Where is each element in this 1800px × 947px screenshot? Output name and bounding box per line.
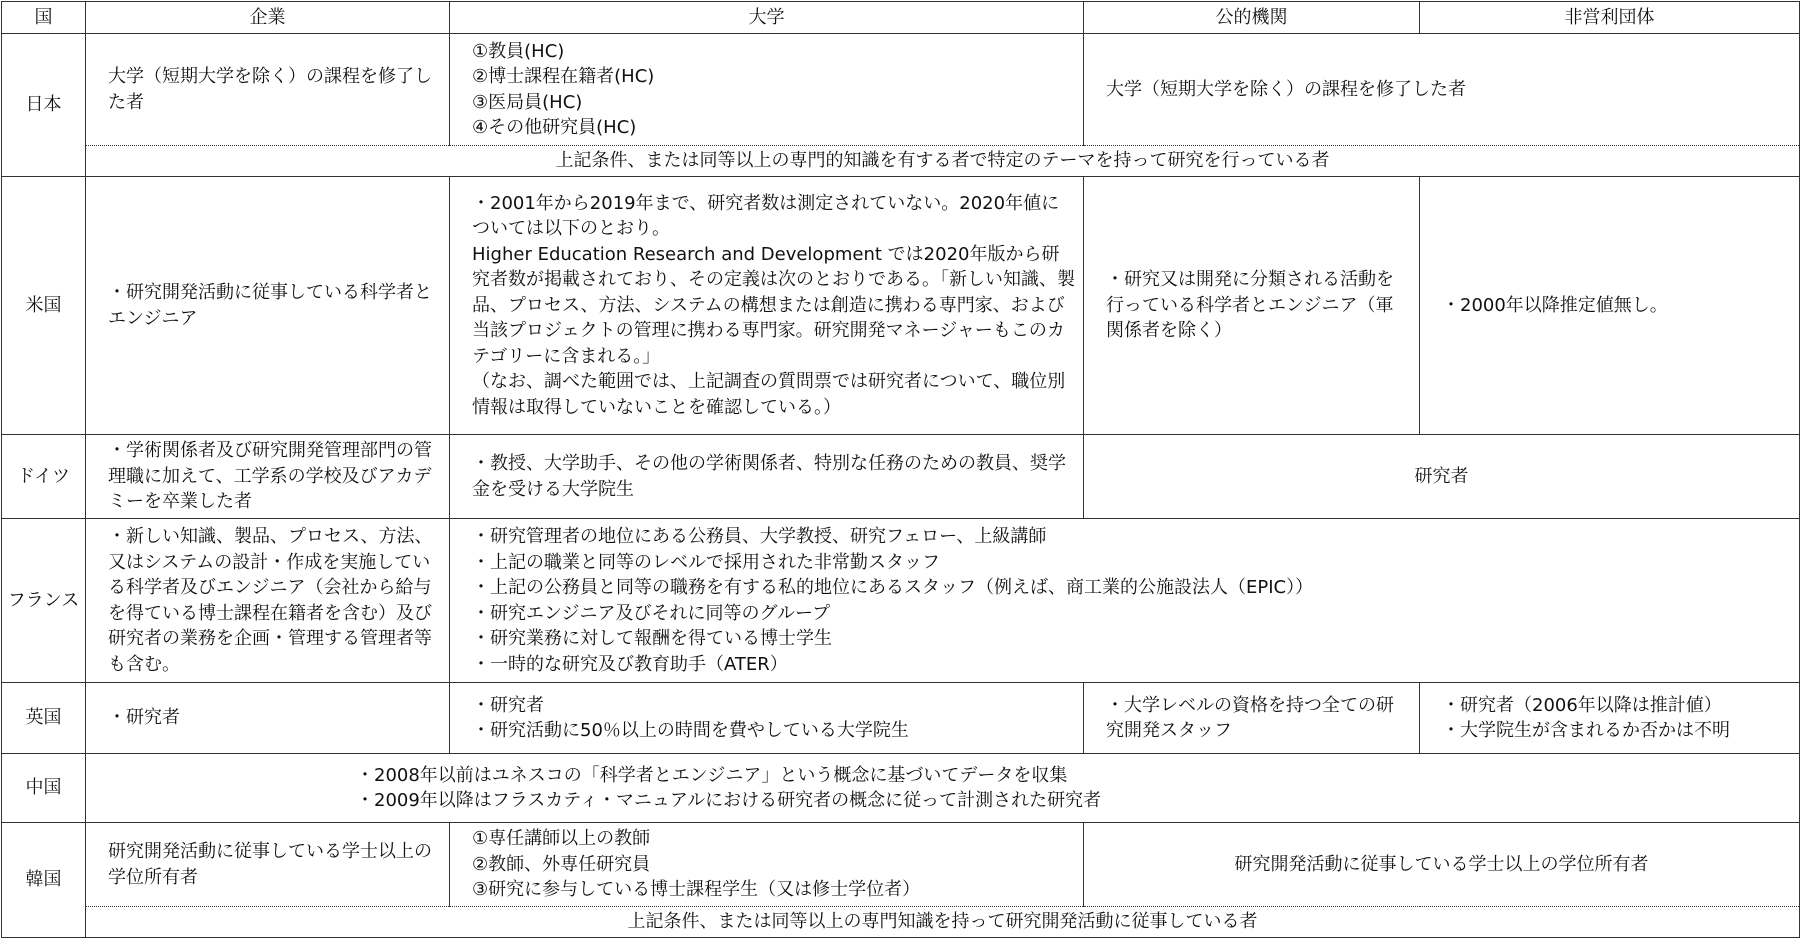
country-germany: ドイツ bbox=[2, 435, 86, 519]
france-company: ・新しい知識、製品、プロセス、方法、又はシステムの設計・作成を実施している科学者及びエンジニア（会社から給与を得ている博士課程在籍者を含む）及び研究者の業務を企画・管理する管理者等も含む。 bbox=[86, 519, 450, 683]
japan-public-nonprofit: 大学（短期大学を除く）の課程を修了した者 bbox=[1084, 34, 1800, 146]
uk-public: ・大学レベルの資格を持つ全ての研究開発スタッフ bbox=[1084, 683, 1420, 754]
japan-university: ①教員(HC) ②博士課程在籍者(HC) ③医局員(HC) ④その他研究員(HC) bbox=[450, 34, 1084, 146]
china-all: ・2008年以前はユネスコの「科学者とエンジニア」という概念に基づいてデータを収集 ・2009年以降はフラスカティ・マニュアルにおける研究者の概念に従って計測された研究者 bbox=[86, 754, 1800, 823]
country-usa: 米国 bbox=[2, 177, 86, 435]
row-france bbox=[2, 519, 1800, 683]
country-china: 中国 bbox=[2, 754, 86, 823]
header-country: 国 bbox=[2, 2, 86, 34]
country-france: フランス bbox=[2, 519, 86, 683]
header-university: 大学 bbox=[450, 2, 1084, 34]
row-usa bbox=[2, 177, 1800, 435]
korea-university: ①専任講師以上の教師 ②教師、外専任研究員 ③研究に参与している博士課程学生（又は修士学位者） bbox=[450, 823, 1084, 907]
country-japan: 日本 bbox=[2, 34, 86, 177]
usa-university: ・2001年から2019年まで、研究者数は測定されていない。2020年値については以下のとおり。 Higher Education Research and Development では2020年版から研究者数が掲載されており、その定義は次のとおりである。「新しい知識、製品、プロセス、方法、システムの構想または創造に携わる専門家、および当該プロジェクトの管理に携わる専門家。研究開発マネージャーもこのカテゴリーに含まれる。」 （なお、調べた範囲では、上記調査の質問票では研究者について、職位別情報は取得していないことを確認している。） bbox=[450, 177, 1084, 435]
usa-company: ・研究開発活動に従事している科学者とエンジニア bbox=[86, 177, 450, 435]
row-korea-common bbox=[2, 907, 1800, 938]
row-china bbox=[2, 754, 1800, 823]
country-uk: 英国 bbox=[2, 683, 86, 754]
country-korea: 韓国 bbox=[2, 823, 86, 938]
researcher-definition-table bbox=[1, 1, 1800, 938]
uk-nonprofit: ・研究者（2006年以降は推計値） ・大学院生が含まれるか否かは不明 bbox=[1420, 683, 1800, 754]
uk-company: ・研究者 bbox=[86, 683, 450, 754]
row-korea bbox=[2, 823, 1800, 907]
korea-public-nonprofit: 研究開発活動に従事している学士以上の学位所有者 bbox=[1084, 823, 1800, 907]
germany-company: ・学術関係者及び研究開発管理部門の管理職に加えて、工学系の学校及びアカデミーを卒業した者 bbox=[86, 435, 450, 519]
japan-common: 上記条件、または同等以上の専門的知識を有する者で特定のテーマを持って研究を行っている者 bbox=[86, 146, 1800, 177]
germany-public-nonprofit: 研究者 bbox=[1084, 435, 1800, 519]
korea-common: 上記条件、または同等以上の専門知識を持って研究開発活動に従事している者 bbox=[86, 907, 1800, 938]
header-public: 公的機関 bbox=[1084, 2, 1420, 34]
row-uk bbox=[2, 683, 1800, 754]
france-others: ・研究管理者の地位にある公務員、大学教授、研究フェロー、上級講師 ・上記の職業と同等のレベルで採用された非常勤スタッフ ・上記の公務員と同等の職務を有する私的地位にあるスタッフ（例えば、商工業的公施設法人（EPIC）） ・研究エンジニア及びそれに同等のグループ ・研究業務に対して報酬を得ている博士学生 ・一時的な研究及び教育助手（ATER） bbox=[450, 519, 1800, 683]
japan-company: 大学（短期大学を除く）の課程を修了した者 bbox=[86, 34, 450, 146]
row-japan bbox=[2, 34, 1800, 146]
header-nonprofit: 非営利団体 bbox=[1420, 2, 1800, 34]
usa-public: ・研究又は開発に分類される活動を行っている科学者とエンジニア（軍関係者を除く） bbox=[1084, 177, 1420, 435]
uk-university: ・研究者 ・研究活動に50％以上の時間を費やしている大学院生 bbox=[450, 683, 1084, 754]
korea-company: 研究開発活動に従事している学士以上の学位所有者 bbox=[86, 823, 450, 907]
germany-university: ・教授、大学助手、その他の学術関係者、特別な任務のための教員、奨学金を受ける大学院生 bbox=[450, 435, 1084, 519]
header-company: 企業 bbox=[86, 2, 450, 34]
usa-nonprofit: ・2000年以降推定値無し。 bbox=[1420, 177, 1800, 435]
header-row bbox=[2, 2, 1800, 34]
row-germany bbox=[2, 435, 1800, 519]
row-japan-common bbox=[2, 146, 1800, 177]
